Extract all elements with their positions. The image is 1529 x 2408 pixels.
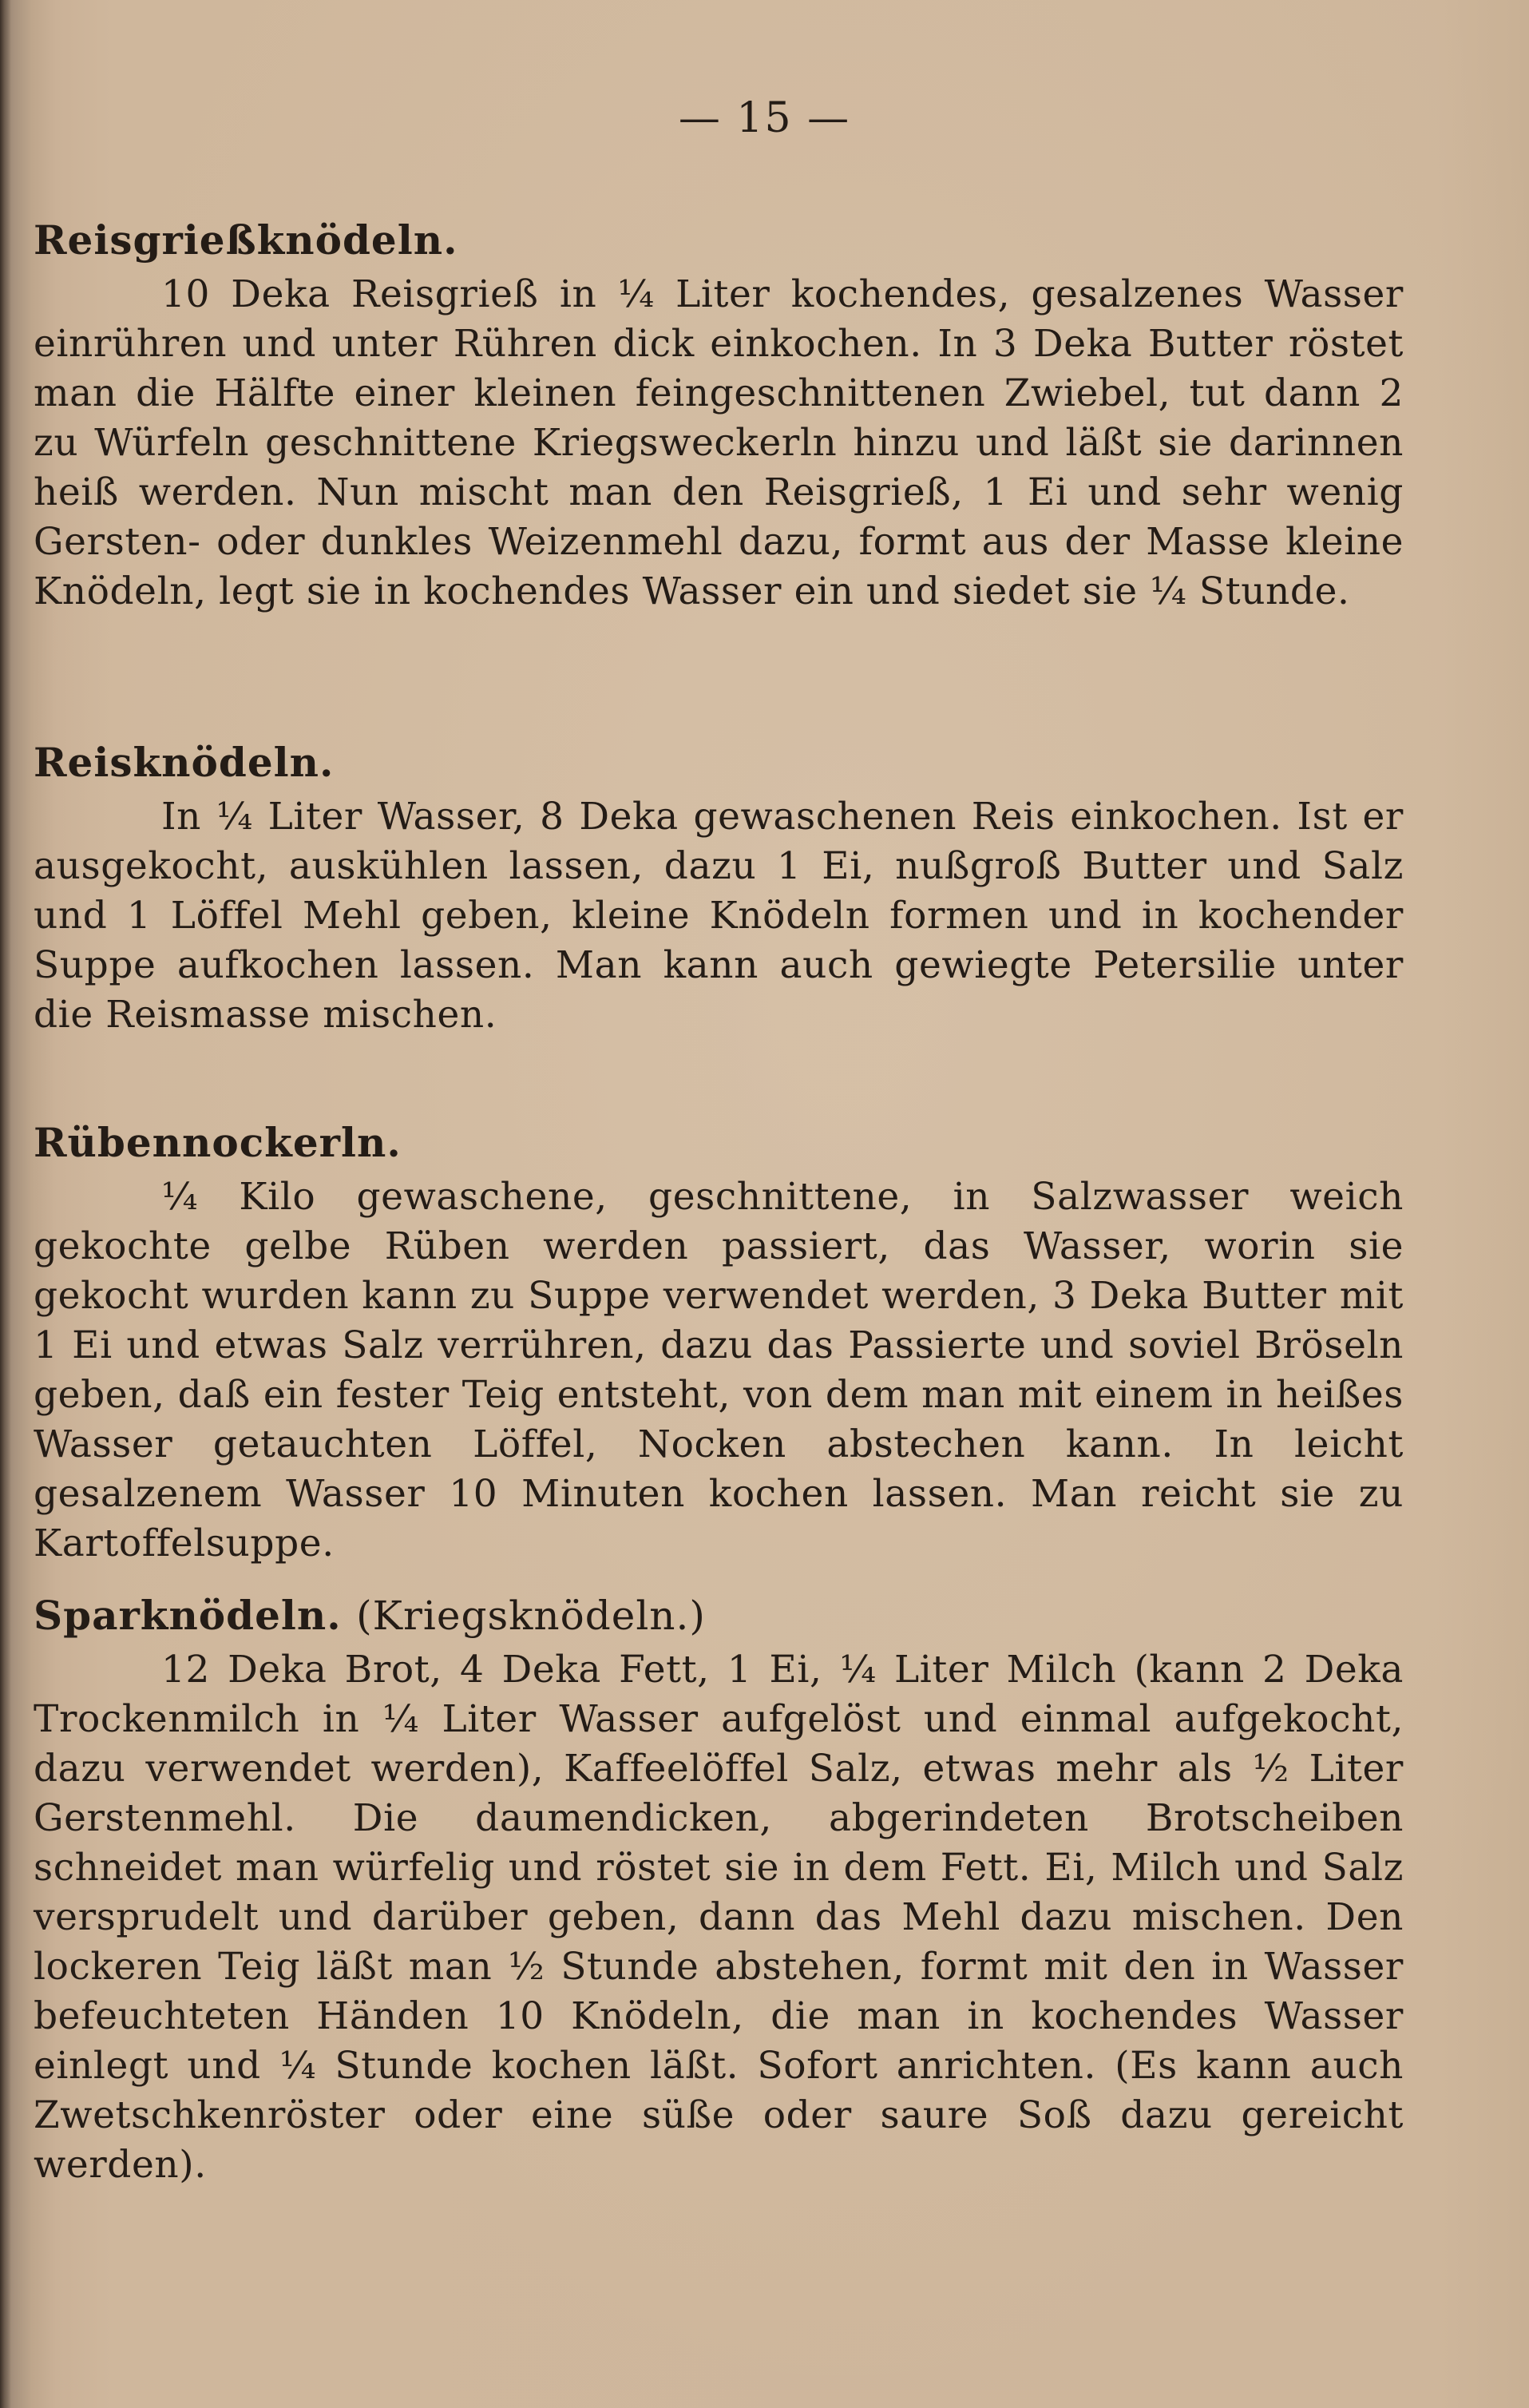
recipe-text: 10 Deka Reisgrieß in ¼ Liter kochendes, gesalzenes Wasser einrühren und unter Rühren dick einkochen. In 3 Deka Butter röstet man die Hälfte einer kleinen feingeschnittenen Zwiebel, tut dann 2 zu Würfeln geschnittene Kriegsweckerln hinzu und läßt sie darinnen heiß werden. Nun mischt man den Reisgrieß, 1 Ei und sehr wenig Gersten- oder dunkles Weizenmehl dazu, formt aus der Masse kleine Knödeln, legt sie in kochendes Wasser ein und siedet sie ¼ Stunde.: [34, 272, 1404, 613]
recipe-title-text: Sparknödeln.: [34, 1592, 342, 1639]
recipe-title: [34, 1591, 1404, 1640]
recipe-title-text: Reisknödeln.: [34, 739, 335, 786]
recipe-ruebennockerln: [34, 1118, 1404, 1569]
recipe-text: ¼ Kilo gewaschene, geschnittene, in Salzwasser weich gekochte gelbe Rüben werden passiert, das Wasser, worin sie gekocht wurden kann zu Suppe verwendet werden, 3 Deka Butter mit 1 Ei und etwas Salz verrühren, dazu das Passierte und soviel Bröseln geben, daß ein fester Teig entsteht, von dem man mit einem in heißes Wasser getauchten Löffel, Nocken abstechen kann. In leicht gesalzenem Wasser 10 Minuten kochen lassen. Man reicht sie zu Kartoffelsuppe.: [34, 1175, 1404, 1565]
recipe-title: [34, 1118, 1404, 1168]
recipe-sparknoedeln: [34, 1591, 1404, 2190]
recipe-title: [34, 738, 1404, 787]
page-number: — 15 —: [678, 94, 851, 142]
recipe-reisknoedeln: [34, 738, 1404, 1040]
recipe-text: 12 Deka Brot, 4 Deka Fett, 1 Ei, ¼ Liter Milch (kann 2 Deka Trockenmilch in ¼ Liter Wasser aufgelöst und einmal aufgekocht, dazu verwendet werden), Kaffeelöffel Salz, etwas mehr als ½ Liter Gerstenmehl. Die daumendicken, abgerindeten Brotscheiben schneidet man würfelig und röstet sie in dem Fett. Ei, Milch und Salz versprudelt und darüber geben, dann das Mehl dazu mischen. Den lockeren Teig läßt man ½ Stunde abstehen, formt mit den in Wasser befeuchteten Händen 10 Knödeln, die man in kochendes Wasser einlegt und ¼ Stunde kochen läßt. Sofort anrichten. (Es kann auch Zwetschkenröster oder eine süße oder saure Soß dazu gereicht werden).: [34, 1648, 1404, 2187]
recipe-text: In ¼ Liter Wasser, 8 Deka gewaschenen Reis einkochen. Ist er ausgekocht, auskühlen lassen, dazu 1 Ei, nußgroß Butter und Salz und 1 Löffel Mehl geben, kleine Knödeln formen und in kochender Suppe aufkochen lassen. Man kann auch gewiegte Petersilie unter die Reismasse mischen.: [34, 795, 1404, 1037]
recipe-title: [34, 216, 1404, 265]
recipe-title-text: Rübennockerln.: [34, 1119, 402, 1166]
recipe-reisgriessknoedeln: [34, 216, 1404, 617]
page-gutter-shadow: [0, 0, 11, 2408]
recipe-subtitle: (Kriegsknödeln.): [356, 1593, 706, 1639]
recipe-title-text: Reisgrießknödeln.: [34, 216, 458, 264]
